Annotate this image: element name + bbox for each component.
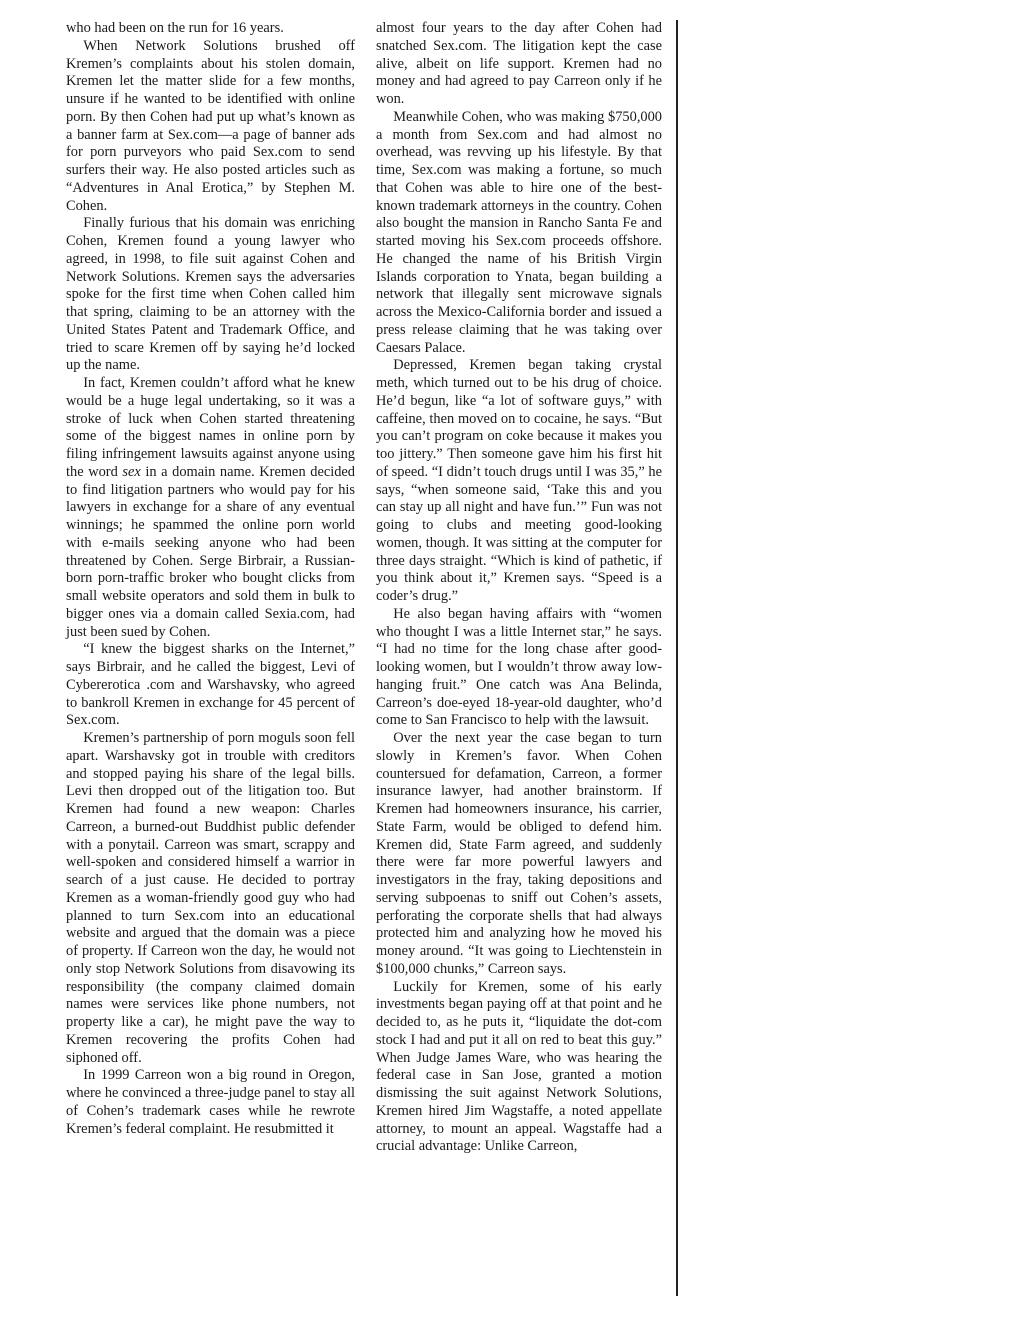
paragraph: In 1999 Carreon won a big round in Oregon, where he convinced a three-judge panel to stay all of Cohen’s trademark cases while he rewrote Kremen’s federal complaint. He resubmitted it [66, 1067, 355, 1137]
paragraph: Kremen’s partnership of porn moguls soon fell apart. Warshavsky got in trouble with creditors and stopped paying his share of the legal bills. Levi then dropped out of the litigation too. But Kremen had found a new weapon: Charles Carreon, a burned-out Buddhist public defender with a ponytail. Carreon was smart, scrappy and well-spoken and considered himself a warrior in search of a just cause. He decided to portray Kremen as a woman-friendly good guy who had planned to turn Sex.com into an educational website and argued that the domain was a piece of property. If Carreon won the day, he would not only stop Network Solutions from disavowing its responsibility (the company claimed domain names were services like phone numbers, not property like a car), he might pave the way to Kremen recovering the profits Cohen had siphoned off. [66, 730, 355, 1066]
article-column-left [66, 20, 355, 1138]
paragraph [66, 375, 355, 641]
paragraph: Luckily for Kremen, some of his early investments began paying off at that point and he decided to, as he puts it, “liquidate the dot-com stock I had and put it all on red to beat this guy.” When Judge James Ware, who was hearing the federal case in San Jose, granted a motion dismissing the suit against Network Solutions, Kremen hired Jim Wagstaffe, a noted appellate attorney, to mount an appeal. Wagstaffe had a crucial advantage: Unlike Carreon, [376, 978, 662, 1155]
paragraph: Meanwhile Cohen, who was making $750,000 a month from Sex.com and had almost no overhead, was revving up his lifestyle. By that time, Sex.com was making a fortune, so much that Cohen was able to hire one of the best-known trademark attorneys in the country. Cohen also bought the mansion in Rancho Santa Fe and started moving his Sex.com proceeds offshore. He changed the name of his British Virgin Islands corporation to Ynata, began building a network that illegally sent microwave signals across the Mexico-California border and issued a press release claiming that he was taking over Caesars Palace. [376, 108, 662, 356]
paragraph: “I knew the biggest sharks on the Internet,” says Birbrair, and he called the biggest, Levi of Cybererotica .com and Warshavsky, who agreed to bankroll Kremen in exchange for 45 percent of Sex.com. [66, 641, 355, 729]
paragraph: When Network Solutions brushed off Kremen’s complaints about his stolen domain, Kremen let the matter slide for a few months, unsure if he wanted to be identified with online porn. By then Cohen had put up what’s known as a banner farm at Sex.com—a page of banner ads for porn purveyors who paid Sex.com to send surfers their way. He also posted articles such as “Adventures in Anal Erotica,” by Stephen M. Cohen. [66, 37, 355, 214]
paragraph: almost four years to the day after Cohen had snatched Sex.com. The litigation kept the case alive, albeit on life support. Kremen had no money and had agreed to pay Carreon only if he won. [376, 20, 662, 107]
article-column-right [376, 20, 662, 1156]
column-divider-rule [676, 20, 678, 1296]
paragraph: Over the next year the case began to turn slowly in Kremen’s favor. When Cohen countersued for defamation, Carreon, a former insurance lawyer, had another brainstorm. If Kremen had homeowners insurance, his carrier, State Farm, would be obliged to defend him. Kremen did, State Farm agreed, and suddenly there were far more powerful lawyers and investigators in the fray, taking depositions and serving subpoenas to sniff out Cohen’s assets, perforating the corporate shells that had always protected him and analyzing how he moved his money around. “It was going to Liechtenstein in $100,000 chunks,” Carreon says. [376, 730, 662, 977]
paragraph: who had been on the run for 16 years. [66, 20, 284, 36]
italic-word: sex [122, 463, 141, 480]
paragraph: Depressed, Kremen began taking crystal meth, which turned out to be his drug of choice. He’d begun, like “a lot of software guys,” with caffeine, then moved on to cocaine, he says. “But you can’t program on coke because it makes you too jittery.” Then someone gave him his first hit of speed. “I didn’t touch drugs until I was 35,” he says, “when someone said, ‘Take this and you can stay up all night and have fun.’” Fun was not going to clubs and meeting good-looking women, though. It was sitting at the computer for three days straight. “Which is kind of pathetic, if you think about it,” Kremen says. “Speed is a coder’s drug.” [376, 357, 662, 604]
paragraph-text: in a domain name. Kremen decided to find litigation partners who would pay for his lawyers in exchange for a share of any eventual winnings; he spammed the online porn world with e-mails seeking anyone who had been threatened by Cohen. Serge Birbrair, a Russian-born porn-traffic broker who bought clicks from small website operators and sold them in bulk to bigger ones via a domain called Sexia.com, had just been sued by Cohen. [66, 463, 355, 640]
paragraph: He also began having affairs with “women who thought I was a little Internet star,” he says. “I had no time for the long chase after good-looking women, but I wouldn’t throw away low-hanging fruit.” One catch was Ana Belinda, Carreon’s doe-eyed 18-year-old daughter, who’d come to San Francisco to help with the lawsuit. [376, 605, 662, 729]
paragraph: Finally furious that his domain was enriching Cohen, Kremen found a young lawyer who agreed, in 1998, to file suit against Cohen and Network Solutions. Kremen says the adversaries spoke for the first time when Cohen called him that spring, claiming to be an attorney with the United States Patent and Trademark Office, and tried to scare Kremen off by saying he’d locked up the name. [66, 215, 355, 374]
paragraph-text: In fact, Kremen couldn’t afford what he knew would be a huge legal undertaking, so it was a stroke of luck when Cohen started threatening some of the biggest names in online porn by filing infringement lawsuits against anyone using the word [66, 375, 355, 480]
